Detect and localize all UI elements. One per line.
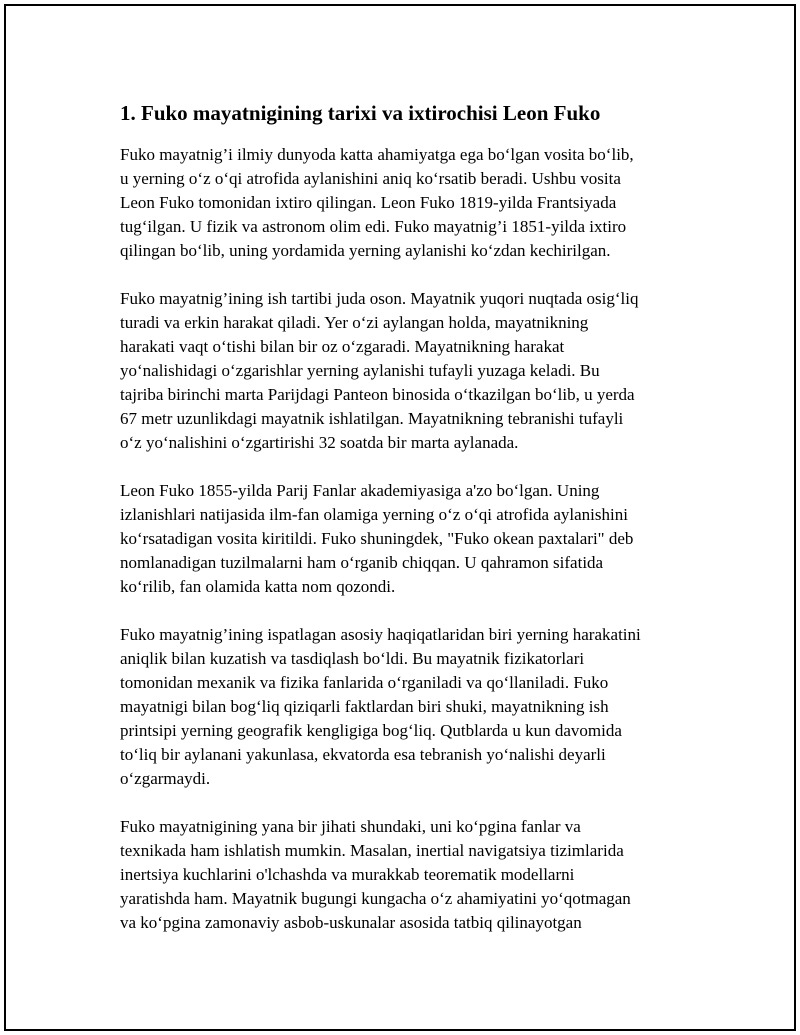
paragraph-line: Fuko mayatnig’i ilmiy dunyoda katta ahamiyatga ega bo‘lgan vosita bo‘lib, xyxy=(120,145,634,164)
paragraph-line: va ko‘pgina zamonaviy asbob-uskunalar asosida tatbiq qilinayotgan xyxy=(120,913,582,932)
paragraph-line: nomlanadigan tuzilmalarni ham o‘rganib chiqqan. U qahramon sifatida xyxy=(120,553,604,572)
paragraph-line: mayatnigi bilan bog‘liq qiziqarli faktlardan biri shuki, mayatnikning ish xyxy=(120,697,609,716)
paragraph-1 xyxy=(120,143,700,263)
paragraph-line: 67 metr uzunlikdagi mayatnik ishlatilgan. Mayatnikning tebranishi tufayli xyxy=(120,409,624,428)
paragraph-line: Leon Fuko 1855-yilda Parij Fanlar akademiyasiga a'zo bo‘lgan. Uning xyxy=(120,481,600,500)
paragraph-line: o‘z yo‘nalishini o‘zgartirishi 32 soatda bir marta aylanada. xyxy=(120,433,519,452)
paragraph-line: texnikada ham ishlatish mumkin. Masalan, inertial navigatsiya tizimlarida xyxy=(120,841,624,860)
paragraph-line: tug‘ilgan. U fizik va astronom olim edi. Fuko mayatnig’i 1851-yilda ixtiro xyxy=(120,217,627,236)
paragraph-line: yaratishda ham. Mayatnik bugungi kungacha o‘z ahamiyatini yo‘qotmagan xyxy=(120,889,631,908)
paragraph-line: Fuko mayatnigining yana bir jihati shundaki, uni ko‘pgina fanlar va xyxy=(120,817,581,836)
page-frame xyxy=(4,4,796,1031)
paragraph-line: izlanishlari natijasida ilm-fan olamiga yerning o‘z o‘qi atrofida aylanishini xyxy=(120,505,628,524)
paragraph-line: tajriba birinchi marta Parijdagi Panteon binosida o‘tkazilgan bo‘lib, u yerda xyxy=(120,385,635,404)
paragraph-line: to‘liq bir aylanani yakunlasa, ekvatorda esa tebranish yo‘nalishi deyarli xyxy=(120,745,606,764)
paragraph-line: aniqlik bilan kuzatish va tasdiqlash bo‘ldi. Bu mayatnik fizikatorlari xyxy=(120,649,585,668)
paragraph-3 xyxy=(120,479,700,599)
paragraph-line: tomonidan mexanik va fizika fanlarida o‘rganiladi va qo‘llaniladi. Fuko xyxy=(120,673,609,692)
paragraph-line: o‘zgarmaydi. xyxy=(120,769,211,788)
paragraph-line: printsipi yerning geografik kengligiga bog‘liq. Qutblarda u kun davomida xyxy=(120,721,622,740)
paragraph-line: Fuko mayatnig’ining ish tartibi juda oson. Mayatnik yuqori nuqtada osig‘liq xyxy=(120,289,639,308)
paragraph-4 xyxy=(120,623,700,791)
paragraph-2 xyxy=(120,287,700,455)
paragraph-line: qilingan bo‘lib, uning yordamida yerning aylanishi ko‘zdan kechirilgan. xyxy=(120,241,611,260)
paragraph-line: Fuko mayatnig’ining ispatlagan asosiy haqiqatlaridan biri yerning harakatini xyxy=(120,625,641,644)
paragraph-line: inertsiya kuchlarini o'lchashda va murakkab teorematik modellarni xyxy=(120,865,575,884)
paragraph-5 xyxy=(120,815,700,935)
paragraph-line: turadi va erkin harakat qiladi. Yer o‘zi aylangan holda, mayatnikning xyxy=(120,313,589,332)
paragraph-line: ko‘rilib, fan olamida katta nom qozondi. xyxy=(120,577,396,596)
paragraph-line: harakati vaqt o‘tishi bilan bir oz o‘zgaradi. Mayatnikning harakat xyxy=(120,337,565,356)
paragraph-line: u yerning o‘z o‘qi atrofida aylanishini aniq ko‘rsatib beradi. Ushbu vosita xyxy=(120,169,621,188)
paragraph-list xyxy=(120,143,700,935)
section-heading: 1. Fuko mayatnigining tarixi va ixtirochisi Leon Fuko xyxy=(120,101,601,125)
paragraph-line: Leon Fuko tomonidan ixtiro qilingan. Leon Fuko 1819-yilda Frantsiyada xyxy=(120,193,617,212)
paragraph-line: yo‘nalishidagi o‘zgarishlar yerning aylanishi tufayli yuzaga keladi. Bu xyxy=(120,361,600,380)
document-body xyxy=(120,99,700,959)
paragraph-line: ko‘rsatadigan vosita kiritildi. Fuko shuningdek, "Fuko okean paxtalari" deb xyxy=(120,529,634,548)
